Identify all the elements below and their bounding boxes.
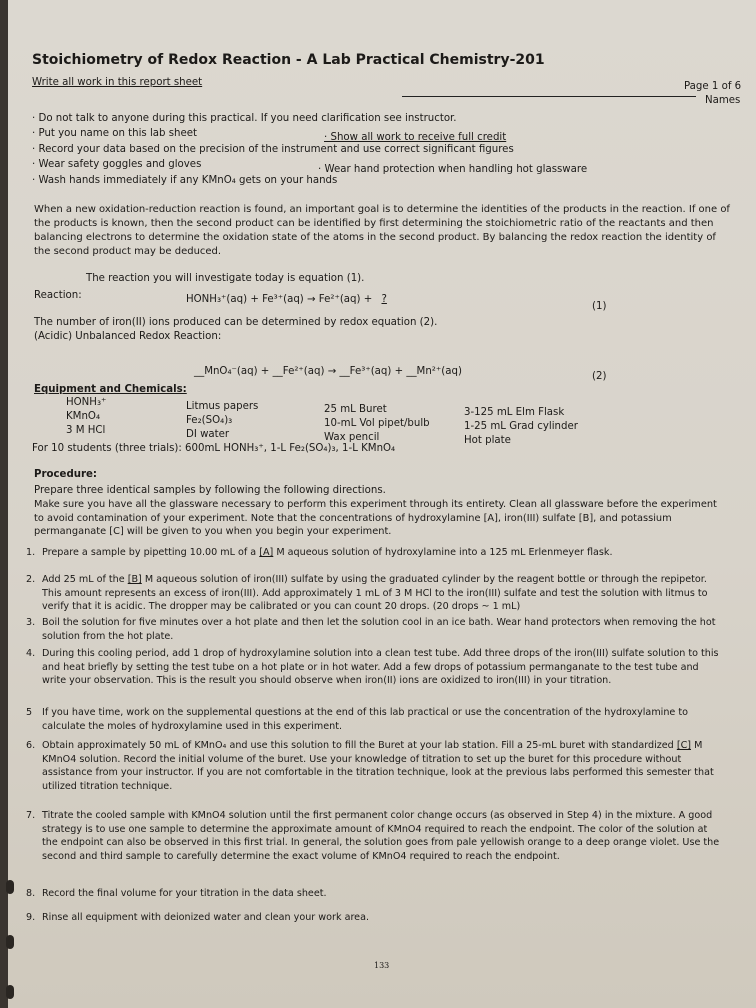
equipment-item: 3-125 mL Elm Flask <box>464 407 565 418</box>
binder-hole <box>6 985 14 999</box>
step-number: 8. <box>26 888 36 899</box>
rule-item: · Show all work to receive full credit <box>324 132 507 143</box>
step-text: M aqueous solution of hydroxylamine into a 125 mL Erlenmeyer flask. <box>273 547 613 558</box>
step-number: 9. <box>26 912 36 923</box>
document-subtitle: Write all work in this report sheet <box>32 77 203 88</box>
step-number: 2. <box>26 574 36 585</box>
equipment-column <box>186 400 258 442</box>
equation-1-text: HONH₃⁺(aq) + Fe³⁺(aq) → Fe²⁺(aq) + <box>186 294 376 305</box>
step-text: Add 25 mL of the <box>42 574 128 585</box>
equipment-footnote: For 10 students (three trials): 600mL HONH₃⁺, 1-L Fe₂(SO₄)₃, 1-L KMnO₄ <box>32 443 396 454</box>
step-text: Rinse all equipment with deionized water and clean your work area. <box>42 912 370 923</box>
step-text: Boil the solution for five minutes over a hot plate and then let the solution cool in an ice bath. Wear hand protectors when removing the hot solution from the hot plate. <box>42 617 716 642</box>
concentration-blank[interactable]: [B] <box>127 574 142 585</box>
step-number: 4. <box>26 648 36 659</box>
procedure-step <box>26 573 722 614</box>
procedure-heading: Procedure: <box>34 469 97 480</box>
names-line[interactable] <box>402 96 696 97</box>
procedure-step <box>26 706 722 733</box>
binder-hole <box>6 935 14 949</box>
equipment-item: DI water <box>186 429 230 440</box>
procedure-step <box>26 647 722 688</box>
reaction-label: Reaction: <box>34 290 82 301</box>
procedure-step <box>26 911 722 925</box>
equipment-item: HONH₃⁺ <box>66 397 107 408</box>
step-number: 1. <box>26 547 36 558</box>
equipment-item: 3 M HCl <box>66 425 106 436</box>
reaction-lead: The reaction you will investigate today is equation (1). <box>86 273 365 284</box>
document-title: Stoichiometry of Redox Reaction - A Lab Practical Chemistry-201 <box>32 52 545 68</box>
equipment-item: Fe₂(SO₄)₃ <box>186 415 233 426</box>
rule-item: · Wear hand protection when handling hot glassware <box>318 164 588 175</box>
step-text: M aqueous solution of iron(III) sulfate by using the graduated cylinder by the reagent bottle or through the repipetor. This amount represents an excess of iron(III). Add approximately 1 mL of 3 M HCl to the iron(III) sulfate and test the solution with litmus to verify that it is acidic. The dropper may be calibrated or you can count 20 drops. (20 drops ~ 1 mL) <box>42 574 708 612</box>
procedure-step <box>26 616 722 643</box>
names-label: Names <box>705 95 741 106</box>
rule-item: · Do not talk to anyone during this practical. If you need clarification see instructor. <box>32 113 457 124</box>
procedure-step <box>26 887 722 901</box>
equipment-column <box>324 403 430 445</box>
equation-2: __MnO₄⁻(aq) + __Fe²⁺(aq) → __Fe³⁺(aq) + __Mn²⁺(aq) <box>194 366 462 377</box>
page-indicator: Page 1 of 6 <box>684 81 742 92</box>
equipment-item: KMnO₄ <box>66 411 101 422</box>
step-number: 6. <box>26 740 36 751</box>
intro-paragraph: When a new oxidation-reduction reaction is found, an important goal is to determine the identities of the products in the reaction. If one of the products is known, then the second product can be identified by first determining the stoichiometric ratio of the reactants and then balancing electrons to determine the oxidation state of the atoms in the second product. By balancing the redox reaction the identity of the second product may be deduced. <box>34 204 730 257</box>
step-text: During this cooling period, add 1 drop of hydroxylamine solution into a clean test tube. Add three drops of the iron(III) sulfate solution to this and heat briefly by setting the test tube on a hot plate or in hot water. Add a few drops of potassium permanganate to the test tube and write your observation. This is the result you should observe when iron(II) ions are oxidized to iron(III) in your titration. <box>42 648 719 686</box>
equipment-column <box>66 396 106 438</box>
step-number: 7. <box>26 810 36 821</box>
rule-item: · Put you name on this lab sheet <box>32 128 198 139</box>
step-number: 3. <box>26 617 36 628</box>
step-text: Prepare a sample by pipetting 10.00 mL of a <box>42 547 260 558</box>
procedure-intro: Prepare three identical samples by following the following directions. <box>34 485 386 496</box>
equipment-item: 10-mL Vol pipet/bulb <box>324 418 430 429</box>
step-text: Obtain approximately 50 mL of KMnO₄ and use this solution to fill the Buret at your lab station. Fill a 25-mL buret with standardized <box>42 740 677 751</box>
equation-1 <box>186 293 393 306</box>
iron-text: The number of iron(II) ions produced can be determined by redox equation (2). <box>34 317 438 328</box>
equipment-item: Hot plate <box>464 435 511 446</box>
procedure-paragraph: Make sure you have all the glassware necessary to perform this experiment through its entirety. Clean all glassware before the experiment to avoid contamination of your experiment. Note that the concentrations of hydroxylamine [A], iron(III) sulfate [B], and potassium permanganate [C] will be given to you when you begin your experiment. <box>34 499 717 537</box>
step-text: Record the final volume for your titration in the data sheet. <box>42 888 327 899</box>
unknown-product-blank: ? <box>381 294 387 305</box>
acidic-label: (Acidic) Unbalanced Redox Reaction: <box>34 331 222 342</box>
procedure-step <box>26 739 722 793</box>
equation-1-number: (1) <box>592 301 607 312</box>
equipment-item: Litmus papers <box>186 401 259 412</box>
binder-hole <box>6 880 14 894</box>
equipment-item: 1-25 mL Grad cylinder <box>464 421 578 432</box>
document-page <box>8 0 756 1008</box>
step-number: 5 <box>26 707 33 718</box>
rule-item: · Wash hands immediately if any KMnO₄ gets on your hands <box>32 175 338 186</box>
step-text: M KMnO4 solution. Record the initial volume of the buret. Use your knowledge of titration to set up the buret for this procedure without assistance from your instructor. If you are not comfortable in the titration technique, look at the previous labs performed this semester that utilized titration technique. <box>42 740 714 792</box>
concentration-blank[interactable]: [C] <box>676 740 692 751</box>
rule-item: · Wear safety goggles and gloves <box>32 159 202 170</box>
step-text: Titrate the cooled sample with KMnO4 solution until the first permanent color change occurs (as observed in Step 4) in the mixture. A good strategy is to use one sample to determine the approximate amount of KMnO4 required to reach the endpoint. The color of the solution at the endpoint can also be observed in this first trial. In general, the solution goes from pale yellowish orange to a deep orange violet. Use the second and third sample to carefully determine the exact volume of KMnO4 required to reach the endpoint. <box>42 810 720 862</box>
procedure-step <box>26 809 722 863</box>
rule-item: · Record your data based on the precision of the instrument and use correct significant figures <box>32 144 514 155</box>
page-number: 133 <box>374 961 390 970</box>
equipment-item: 25 mL Buret <box>324 404 387 415</box>
step-text: If you have time, work on the supplemental questions at the end of this lab practical or use the concentration of the hydroxylamine to calculate the moles of hydroxylamine used in this experiment. <box>42 707 688 732</box>
concentration-blank[interactable]: [A] <box>259 547 274 558</box>
procedure-step <box>26 546 722 560</box>
equipment-heading: Equipment and Chemicals: <box>34 384 187 395</box>
equipment-item: Wax pencil <box>324 432 380 443</box>
equation-2-number: (2) <box>592 371 607 382</box>
equipment-column <box>464 406 578 448</box>
